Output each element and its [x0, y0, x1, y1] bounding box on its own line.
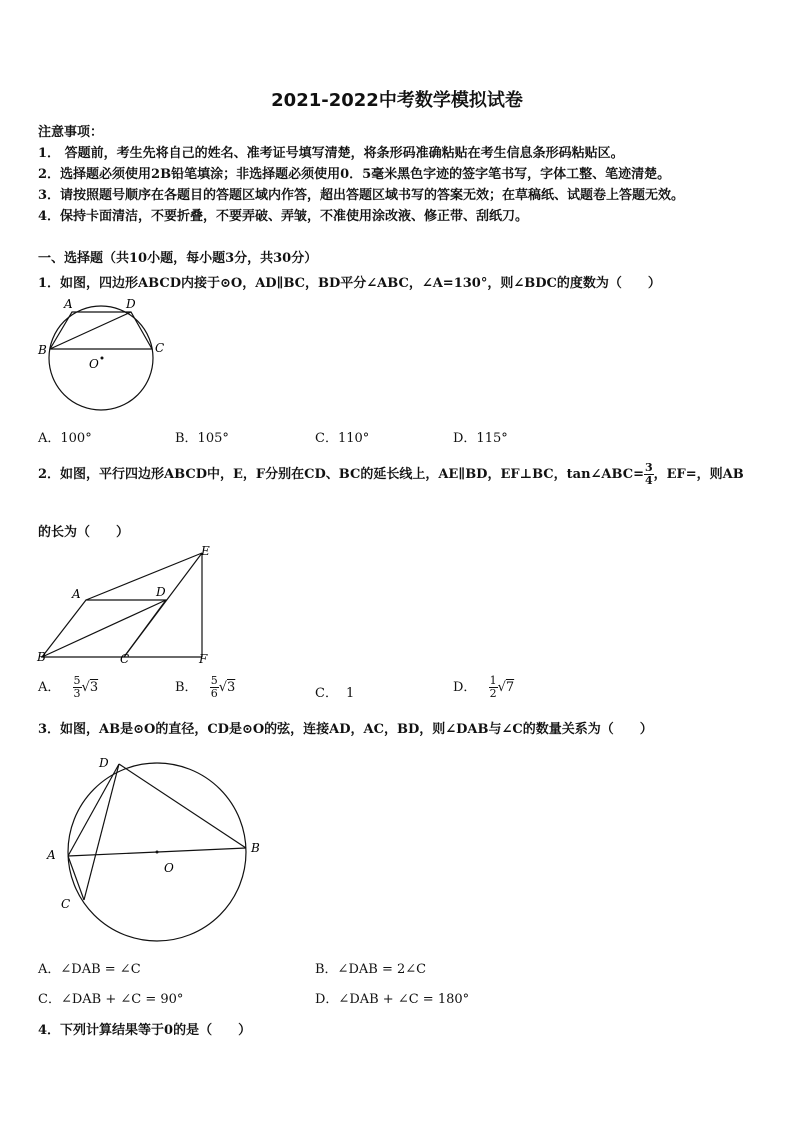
q2-tan-fraction: [644, 462, 654, 487]
sqrt-icon: √: [81, 680, 90, 695]
fraction-denominator: 4: [644, 474, 653, 487]
question-4-stem: 4．下列计算结果等于0的是（ ）: [38, 1023, 252, 1038]
question-3-figure: [40, 748, 275, 948]
q1-label-o: O: [89, 357, 99, 371]
notice-item: 2．选择题必须使用2B铅笔填涂；非选择题必须使用0．5毫米黑色字迹的签字笔书写，字体工整、笔迹清楚。: [38, 167, 671, 182]
question-1-figure: [34, 296, 174, 416]
q3-option-a: A．∠DAB = ∠C: [38, 962, 141, 977]
question-2-stem-line2: 的长为（ ）: [38, 525, 130, 540]
q1-label-b: B: [38, 343, 47, 357]
section-heading: 一、选择题（共10小题，每小题3分，共30分）: [38, 251, 318, 266]
q2-option-b: B． $\frac{5}{6}$ √3: [175, 674, 236, 700]
q3-option-c: C．∠DAB + ∠C = 90°: [38, 992, 184, 1007]
q3-label-a: A: [47, 848, 56, 862]
q3-option-b: B．∠DAB = 2∠C: [315, 962, 427, 977]
q2-option-a: A． $\frac{5}{3}$ √3: [38, 674, 99, 700]
fraction: $\frac{5}{3}$: [73, 674, 81, 700]
notice-item: 1． 答题前，考生先将自己的姓名、准考证号填写清楚，将条形码准确粘贴在考生信息条形码粘贴区。: [38, 146, 624, 161]
question-1-stem: 1．如图，四边形ABCD内接于⊙O，AD∥BC，BD平分∠ABC，∠A=130°，则∠BDC的度数为（ ）: [38, 276, 661, 291]
sqrt-icon: √: [497, 680, 506, 695]
q2-label-d: D: [156, 585, 166, 599]
notice-item: 4．保持卡面清洁，不要折叠，不要弄破、弄皱，不准使用涂改液、修正带、刮纸刀。: [38, 209, 529, 224]
q1-label-c: C: [155, 341, 165, 355]
q1-label-a: A: [64, 297, 73, 311]
q2-label-c: C: [120, 652, 130, 666]
fraction-numerator: 3: [644, 461, 653, 474]
fraction: $\frac{5}{6}$: [210, 674, 218, 700]
q2-option-d: D． $\frac{1}{2}$ √7: [453, 674, 515, 700]
sqrt-icon: √: [218, 680, 227, 695]
q1-label-d: D: [126, 297, 136, 311]
q3-label-o: O: [164, 861, 174, 875]
notice-heading: 注意事项：: [38, 125, 104, 140]
question-2-figure: [34, 543, 224, 671]
q3-label-c: C: [61, 897, 71, 911]
q2-label-b: B: [37, 650, 46, 664]
fraction: $\frac{1}{2}$: [489, 674, 497, 700]
q1-option-b: B．105°: [175, 431, 229, 446]
q1-option-c: C．110°: [315, 431, 370, 446]
q1-option-a: A．100°: [38, 431, 92, 446]
q2-label-a: A: [72, 587, 81, 601]
question-2-stem: [38, 462, 744, 487]
q2-stem-post: ，EF=，则AB: [653, 467, 744, 482]
q2-option-c: C． 1: [315, 686, 355, 701]
q2-stem-pre: 2．如图，平行四边形ABCD中，E，F分别在CD、BC的延长线上，AE∥BD，EF⊥BC，tan∠ABC=: [38, 467, 644, 482]
q2-label-e: E: [201, 544, 210, 558]
q1-option-d: D．115°: [453, 431, 508, 446]
question-3-stem: 3．如图，AB是⊙O的直径，CD是⊙O的弦，连接AD，AC，BD，则∠DAB与∠C的数量关系为（ ）: [38, 722, 653, 737]
q2-label-f: F: [199, 652, 208, 666]
q3-label-b: B: [251, 841, 260, 855]
q3-label-d: D: [99, 756, 109, 770]
page-title: 2021-2022中考数学模拟试卷: [271, 90, 523, 111]
q3-option-d: D．∠DAB + ∠C = 180°: [315, 992, 470, 1007]
notice-item: 3．请按照题号顺序在各题目的答题区域内作答，超出答题区域书写的答案无效；在草稿纸、试题卷上答题无效。: [38, 188, 685, 203]
